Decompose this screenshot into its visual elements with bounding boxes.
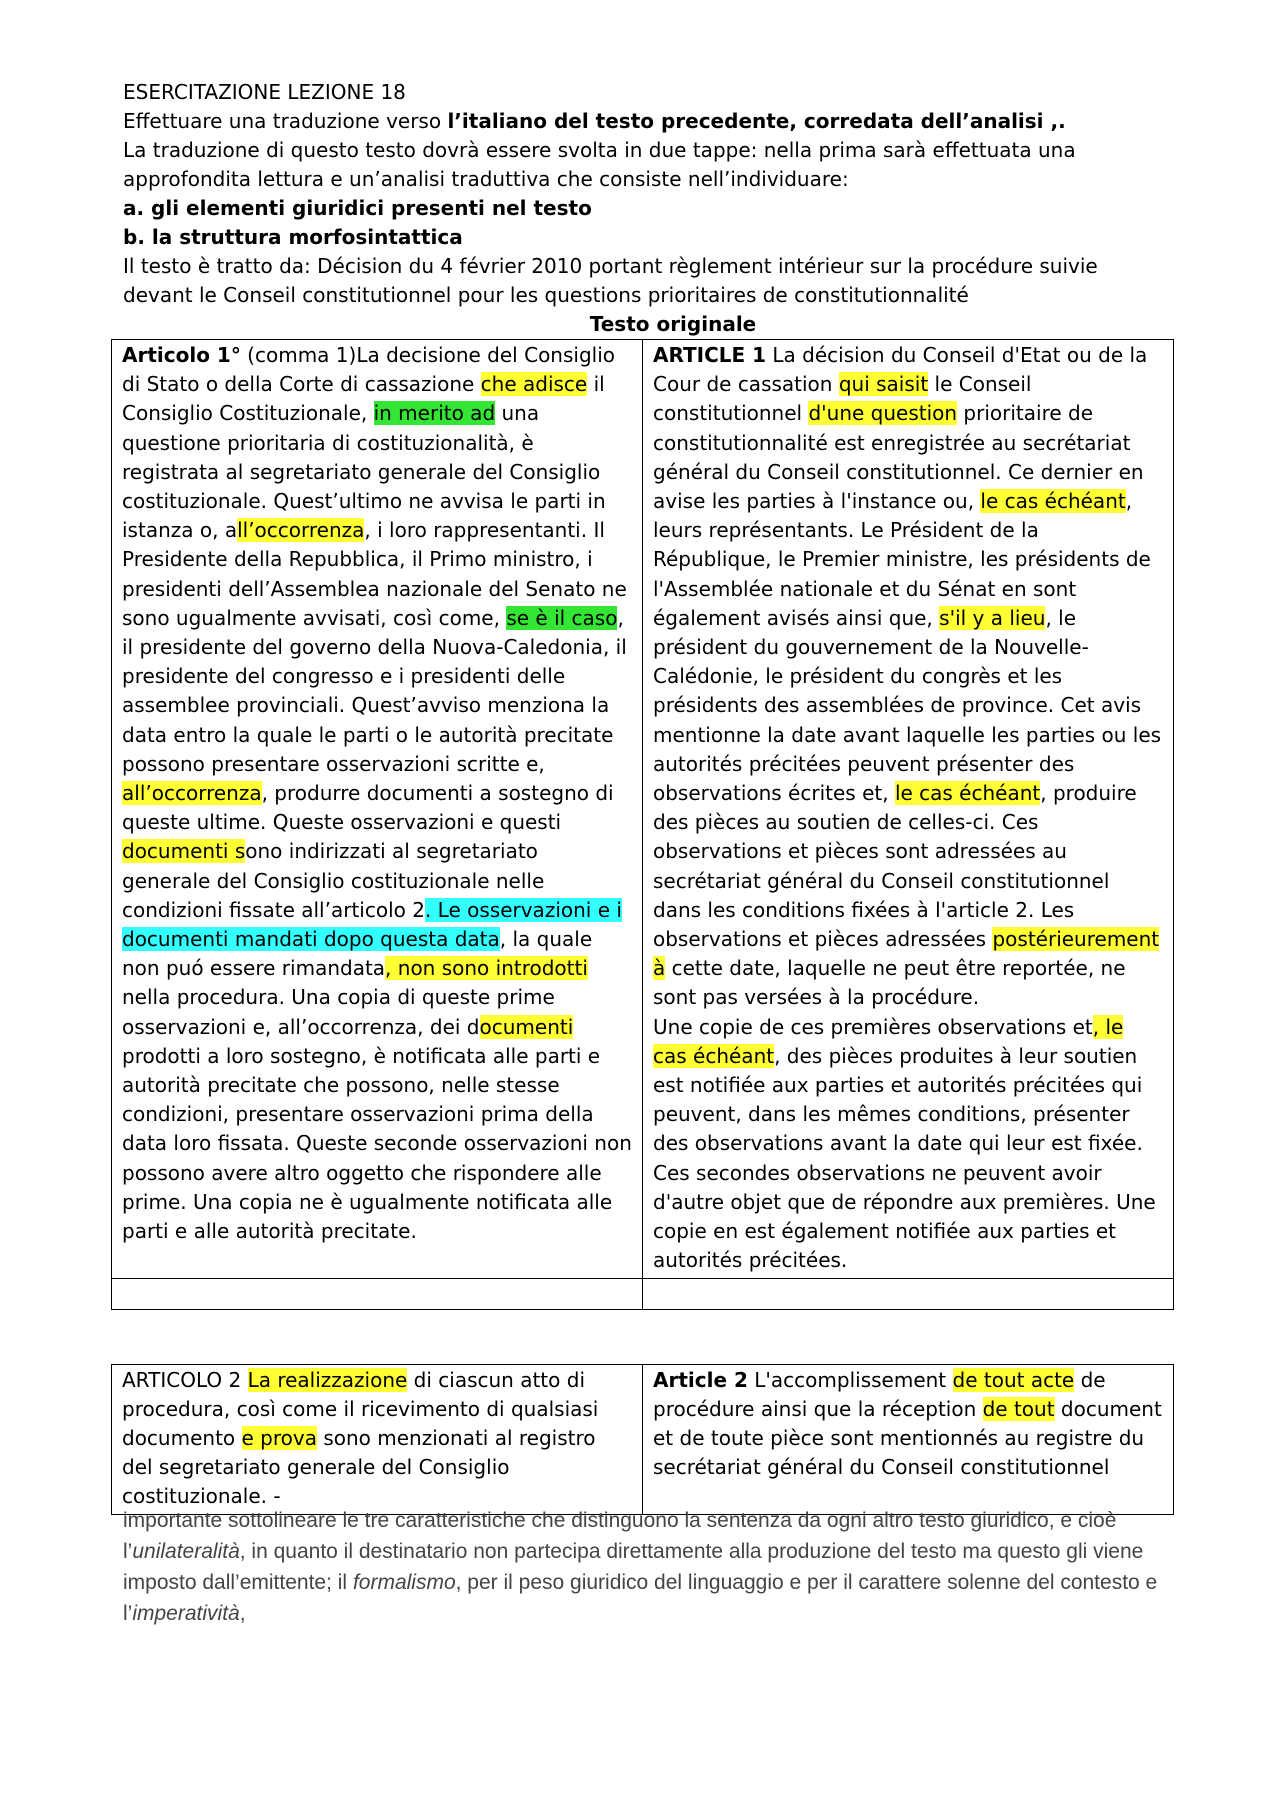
original-text-heading: Testo originale xyxy=(589,312,757,336)
table-row-empty xyxy=(112,1278,1174,1309)
point-a: a. gli elementi giuridici presenti nel testo xyxy=(123,196,592,220)
comparison-table-article-1 xyxy=(111,339,1174,1310)
italian-translation-cell: Articolo 1° (comma 1)La decisione del Consiglio di Stato o della Corte di cassazione che adisce il Consiglio Costituzionale, in merito ad una questione prioritaria di costituzionalità, è registrata al segretariato generale del Consiglio costituzionale. Quest’ultimo ne avvisa le parti in istanza o, all’occorrenza, i loro rappresentanti. Il Presidente della Repubblica, il Primo ministro, i presidenti dell’Assemblea nazionale del Senato ne sono ugualmente avvisati, così come, se è il caso, il presidente del governo della Nuova-Caledonia, il presidente del congresso e i presidenti delle assemblee provinciali. Quest’avviso menziona la data entro la quale le parti o le autorità precitate possono presentare osservazioni scritte e, all’occorrenza, produrre documenti a sostegno di queste ultime. Queste osservazioni e questi documenti sono indirizzati al segretariato generale del Consiglio costituzionale nelle condizioni fissate all’articolo 2. Le osservazioni e i documenti mandati dopo questa data, la quale non puó essere rimandata, non sono introdotti nella procedura. Una copia di queste prime osservazioni e, all’occorrenza, dei documenti prodotti a loro sostegno, è notificata alle parti e autorità precitate che possono, nelle stesse condizioni, presentare osservazioni prima della data loro fissata. Queste seconde osservazioni non possono avere altro oggetto che rispondere alle prime. Una copia ne è ugualmente notificata alle parti e alle autorità precitate. xyxy=(112,340,643,1279)
empty-cell xyxy=(643,1278,1174,1309)
empty-cell xyxy=(112,1278,643,1309)
french-original-cell: ARTICLE 1 La décision du Conseil d'Etat ou de la Cour de cassation qui saisit le Conseil constitutionnel d'une question prioritaire de constitutionnalité est enregistrée au secrétariat général du Conseil constitutionnel. Ce dernier en avise les parties à l'instance ou, le cas échéant, leurs représentants. Le Président de la République, le Premier ministre, les présidents de l'Assemblée nationale et du Sénat en sont également avisés ainsi que, s'il y a lieu, le président du gouvernement de la Nouvelle-Calédonie, le président du congrès et les présidents des assemblées de province. Cet avis mentionne la date avant laquelle les parties ou les autorités précitées peuvent présenter des observations écrites et, le cas échéant, produire des pièces au soutien de celles-ci. Ces observations et pièces sont adressées au secrétariat général du Conseil constitutionnel dans les conditions fixées à l'article 2. Les observations et pièces adressées postérieurement à cette date, laquelle ne peut être reportée, ne sont pas versées à la procédure. Une copie de ces premières observations et, le cas échéant, des pièces produites à leur soutien est notifiée aux parties et autorités précitées qui peuvent, dans les mêmes conditions, présenter des observations avant la date qui leur est fixée. Ces secondes observations ne peuvent avoir d'autre objet que de répondre aux premières. Une copie en est également notifiée aux parties et autorités précitées. xyxy=(643,340,1174,1279)
point-b: b. la struttura morfosintattica xyxy=(123,225,463,249)
table-row xyxy=(112,340,1174,1279)
exercise-title: ESERCITAZIONE LEZIONE 18 xyxy=(123,80,406,104)
footer-paragraph: importante sottolineare le tre caratteristiche che distinguono la sentenza da ogni altro testo giuridico, e cioè l’unilateralità, in quanto il destinatario non partecipa direttamente alla produzione del testo ma questo gli viene imposto dall’emittente; il formalismo, per il peso giuridico del linguaggio e per il carattere solenne del contesto e l’imperatività, xyxy=(123,1509,1158,1625)
comparison-table-article-2 xyxy=(111,1364,1174,1515)
italian-translation-cell: ARTICOLO 2 La realizzazione di ciascun atto di procedura, così come il ricevimento di qualsiasi documento e prova sono menzionati al registro del segretariato generale del Consiglio costituzionale. - xyxy=(112,1364,643,1514)
french-original-cell: Article 2 L'accomplissement de tout acte de procédure ainsi que la réception de tout document et de toute pièce sont mentionnés au registre du secrétariat général du Conseil constitutionnel xyxy=(643,1364,1174,1514)
source-reference: Il testo è tratto da: Décision du 4 février 2010 portant règlement intérieur sur la procédure suivie devant le Conseil constitutionnel pour les questions prioritaires de constitutionnalité xyxy=(123,254,1098,307)
task-line: Effettuare una traduzione verso l’italiano del testo precedente, corredata dell’analisi ,. xyxy=(123,109,1066,133)
table-row xyxy=(112,1364,1174,1514)
document-page xyxy=(123,78,1173,1515)
task-description: La traduzione di questo testo dovrà essere svolta in due tappe: nella prima sarà effettuata una approfondita lettura e un’analisi traduttiva che consiste nell’individuare: xyxy=(123,138,1076,191)
intro-section xyxy=(123,78,1173,339)
